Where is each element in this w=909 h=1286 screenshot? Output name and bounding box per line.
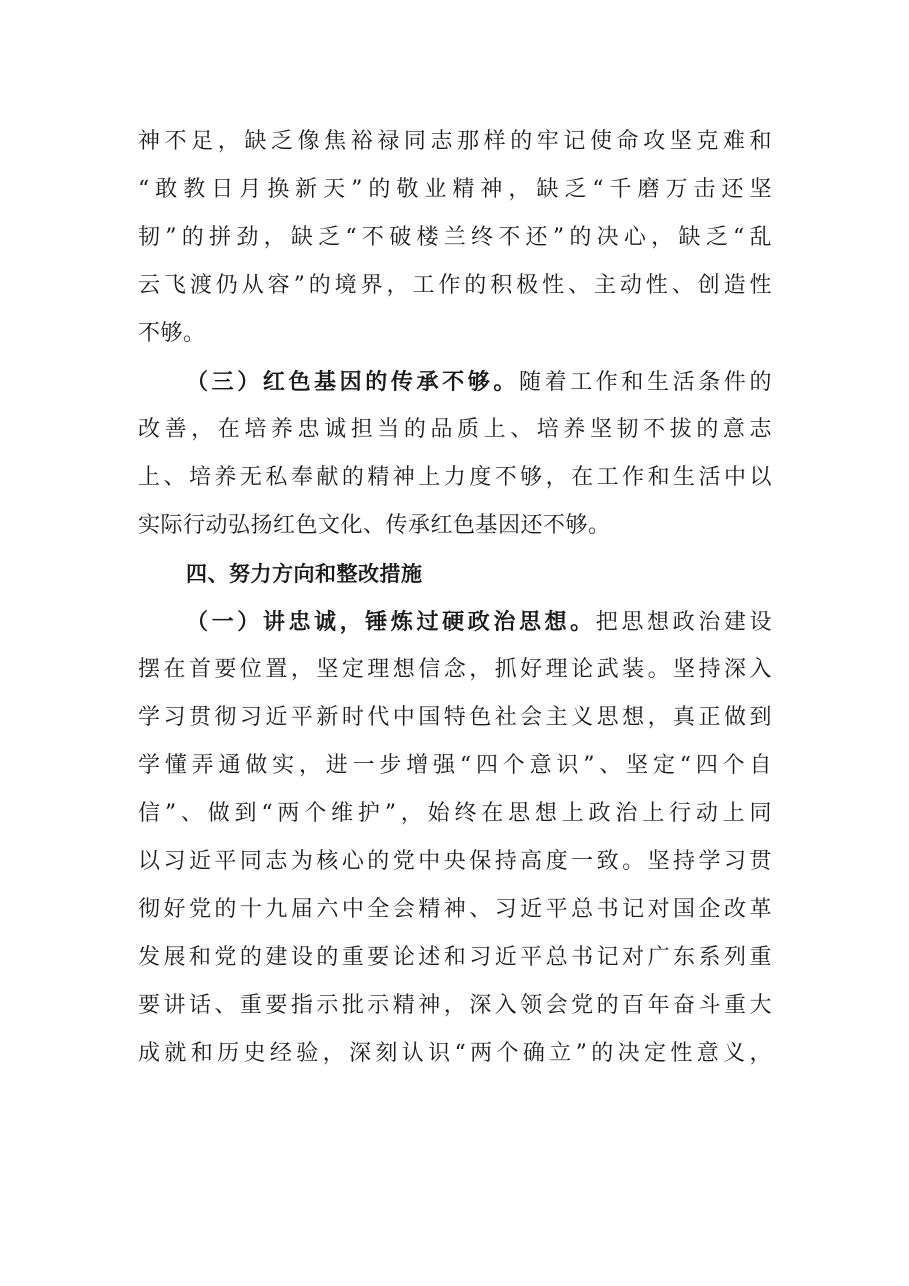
paragraph-line: 要讲话、重要指示批示精神，深入领会党的百年奋斗重大 (138, 993, 772, 1018)
section-4-1-title: （一）讲忠诚，锤炼过硬政治思想。 (186, 609, 596, 635)
section-4-1-text: 把思想政治建设 (595, 610, 772, 635)
paragraph-line: 摆在首要位置，坚定理想信念，抓好理论武装。坚持深入 (138, 657, 772, 682)
paragraph-line: 云飞渡仍从容”的境界，工作的积极性、主动性、创造性 (138, 273, 772, 298)
section-3-title: （三）红色基因的传承不够。 (186, 369, 519, 395)
paragraph-line: 神不足，缺乏像焦裕禄同志那样的牢记使命攻坚克难和 (138, 129, 772, 154)
paragraph-line: 信”、做到“两个维护”，始终在思想上政治上行动上同 (138, 801, 772, 826)
body-text (138, 118, 772, 1078)
section-3-first-line (138, 358, 772, 406)
paragraph-line: “敢教日月换新天”的敬业精神，缺乏“千磨万击还坚 (138, 177, 772, 202)
paragraph-line: 学习贯彻习近平新时代中国特色社会主义思想，真正做到 (138, 705, 772, 730)
paragraph-line: 上、培养无私奉献的精神上力度不够，在工作和生活中以 (138, 465, 772, 490)
paragraph-line: 彻好党的十九届六中全会精神、习近平总书记对国企改革 (138, 897, 772, 922)
paragraph-line: 成就和历史经验，深刻认识“两个确立”的决定性意义， (138, 1041, 772, 1066)
section-3-text: 随着工作和生活条件的 (518, 370, 772, 395)
paragraph-line: 改善，在培养忠诚担当的品质上、培养坚韧不拔的意志 (138, 417, 772, 442)
section-heading: 四、努力方向和整改措施 (186, 562, 423, 586)
paragraph-line: 韧”的拼劲，缺乏“不破楼兰终不还”的决心，缺乏“乱 (138, 225, 772, 250)
paragraph-line: 发展和党的建设的重要论述和习近平总书记对广东系列重 (138, 945, 772, 970)
paragraph-line: 学懂弄通做实，进一步增强“四个意识”、坚定“四个自 (138, 753, 772, 778)
section-4-1-first-line (138, 598, 772, 646)
paragraph-line: 实际行动弘扬红色文化、传承红色基因还不够。 (138, 513, 611, 538)
paragraph-line: 以习近平同志为核心的党中央保持高度一致。坚持学习贯 (138, 849, 772, 874)
paragraph-line: 不够。 (138, 321, 206, 346)
